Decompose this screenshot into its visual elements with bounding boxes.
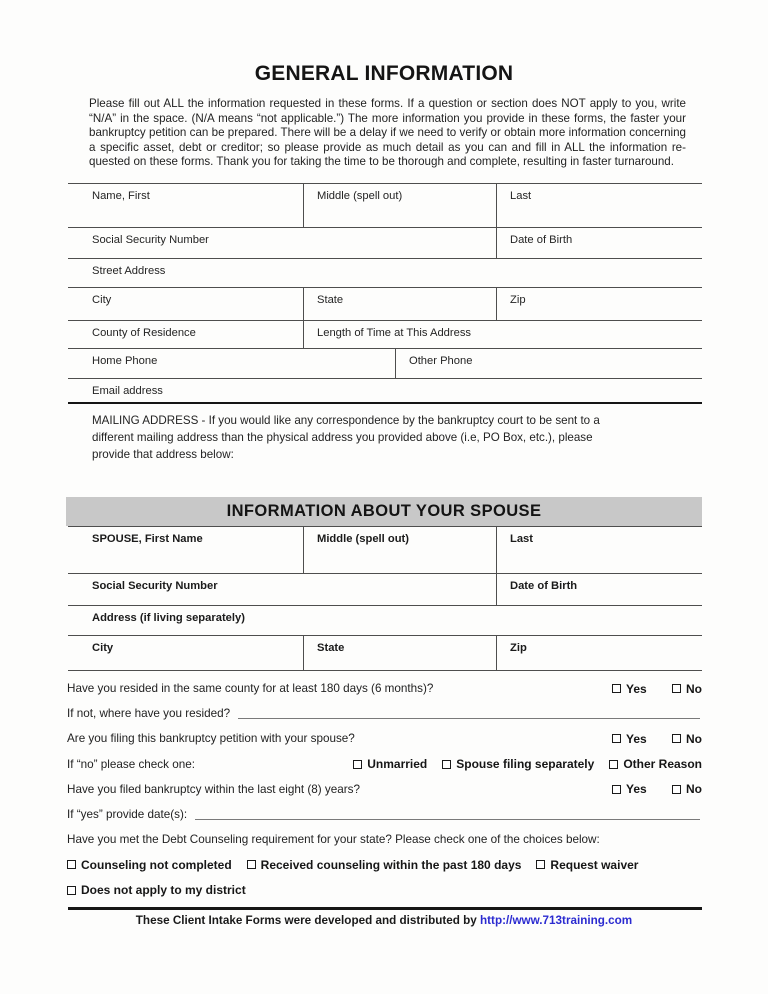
- option-label: Unmarried: [367, 757, 428, 772]
- footer-credit: These Client Intake Forms were developed and distributed by: [135, 914, 477, 927]
- field-last[interactable]: [496, 184, 702, 227]
- option-unmarried[interactable]: [353, 757, 427, 771]
- intro-line: quested on these forms. Thank you for taking the time to be thorough and complete, resulting in faster turnaround.: [89, 155, 674, 169]
- checkbox-yes-icon[interactable]: [612, 734, 621, 743]
- field-label: County of Residence: [92, 327, 196, 339]
- question-text: If “no” please check one:: [67, 757, 195, 771]
- field-label: Date of Birth: [510, 234, 573, 246]
- page-title: GENERAL INFORMATION: [254, 62, 514, 85]
- field-middle[interactable]: [303, 184, 496, 227]
- option-spouse-filing-separately[interactable]: [442, 757, 594, 771]
- questions-section: [67, 676, 702, 903]
- field-spouse-address[interactable]: [68, 606, 702, 635]
- intro-line: bankruptcy petition can be prepared. There will be a delay if we need to verify or obtain more information concerning: [89, 126, 686, 140]
- option-label: Spouse filing separately: [456, 757, 595, 772]
- option-label: Counseling not completed: [81, 857, 232, 872]
- checkbox-unmarried-icon[interactable]: [353, 760, 362, 769]
- table-row: [68, 321, 702, 349]
- field-spouse-last[interactable]: [496, 527, 702, 573]
- footer-text: [0, 914, 768, 927]
- question-provide-dates: [67, 802, 702, 827]
- field-label: Other Phone: [409, 355, 473, 367]
- footer-link[interactable]: http://www.713training.com: [480, 914, 633, 927]
- checkbox-district-icon[interactable]: [67, 886, 76, 895]
- no-option[interactable]: [672, 782, 702, 796]
- intro-line: “N/A” in the space. (N/A means “not applicable.”) The more information you provide in these forms, the faster your: [89, 111, 686, 125]
- table-row: [68, 259, 702, 288]
- mailing-note-line: MAILING ADDRESS - If you would like any correspondence by the bankruptcy court to be sent to a: [92, 414, 600, 427]
- field-length-of-time[interactable]: [303, 321, 702, 348]
- field-label: Zip: [510, 642, 527, 654]
- question-text: Have you filed bankruptcy within the last eight (8) years?: [67, 782, 360, 796]
- option-label: Request waiver: [550, 857, 639, 872]
- no-option[interactable]: [672, 732, 702, 746]
- checkbox-waiver-icon[interactable]: [536, 860, 545, 869]
- table-row: [68, 527, 702, 574]
- option-received-counseling[interactable]: [247, 858, 522, 872]
- field-label: State: [317, 642, 345, 654]
- table-row: [68, 349, 702, 379]
- question-filing-with-spouse: [67, 726, 702, 751]
- field-spouse-state[interactable]: [303, 636, 496, 670]
- checkbox-other-reason-icon[interactable]: [609, 760, 618, 769]
- check-one-options: [353, 757, 702, 771]
- field-ssn[interactable]: [68, 228, 496, 258]
- checkbox-not-completed-icon[interactable]: [67, 860, 76, 869]
- option-label: Does not apply to my district: [81, 883, 246, 898]
- intro-paragraph: [89, 97, 686, 170]
- question-check-one: [67, 752, 702, 777]
- field-label: Last: [510, 190, 532, 202]
- yes-label: Yes: [626, 731, 647, 746]
- mailing-note-line: different mailing address than the physical address you provided above (i.e, PO Box, etc.), please: [92, 431, 593, 445]
- option-request-waiver[interactable]: [536, 858, 638, 872]
- spouse-section-header: INFORMATION ABOUT YOUR SPOUSE: [66, 497, 702, 526]
- field-label: Length of Time at This Address: [317, 327, 472, 339]
- footer-divider: [68, 907, 702, 910]
- field-label: Social Security Number: [92, 580, 218, 592]
- field-label: SPOUSE, First Name: [92, 533, 203, 545]
- option-label: Other Reason: [623, 757, 702, 772]
- table-row: [68, 606, 702, 636]
- field-label: Middle (spell out): [317, 190, 403, 202]
- answer-line[interactable]: [195, 819, 700, 820]
- table-row: [68, 184, 702, 228]
- intro-line: Please fill out ALL the information requested in these forms. If a question or section does NOT apply to you, write: [89, 97, 686, 110]
- no-option[interactable]: [672, 682, 702, 696]
- field-label: Last: [510, 533, 534, 545]
- field-spouse-zip[interactable]: [496, 636, 702, 670]
- district-option-row: [67, 878, 702, 903]
- yes-no-group: [612, 732, 702, 746]
- checkbox-no-icon[interactable]: [672, 734, 681, 743]
- debtor-info-table: [68, 183, 702, 404]
- field-spouse-city[interactable]: [68, 636, 303, 670]
- question-text: Have you resided in the same county for at least 180 days (6 months)?: [67, 682, 434, 696]
- checkbox-no-icon[interactable]: [672, 684, 681, 693]
- option-does-not-apply[interactable]: [67, 883, 246, 897]
- yes-option[interactable]: [612, 682, 647, 696]
- option-counseling-not-completed[interactable]: [67, 858, 232, 872]
- field-email[interactable]: [68, 379, 702, 402]
- checkbox-yes-icon[interactable]: [612, 684, 621, 693]
- question-text: If not, where have you resided?: [67, 707, 231, 721]
- field-label: Street Address: [92, 265, 166, 277]
- field-label: Zip: [510, 294, 526, 306]
- table-row: [68, 636, 702, 671]
- intro-line: a specific asset, debt or creditor; so please provide as much detail as you can and fill in ALL the information re-: [89, 140, 686, 154]
- field-spouse-first[interactable]: [68, 527, 303, 573]
- field-label: Address (if living separately): [92, 612, 245, 624]
- field-label: Middle (spell out): [317, 533, 409, 545]
- yes-label: Yes: [626, 782, 647, 797]
- no-label: No: [686, 681, 702, 696]
- yes-label: Yes: [626, 681, 647, 696]
- option-other-reason[interactable]: [609, 757, 702, 771]
- field-street-address[interactable]: [68, 259, 702, 287]
- field-label: Home Phone: [92, 355, 158, 367]
- option-label: Received counseling within the past 180 days: [260, 857, 522, 872]
- yes-option[interactable]: [612, 732, 647, 746]
- question-debt-counseling: [67, 827, 702, 852]
- counseling-options: [67, 858, 638, 872]
- field-spouse-middle[interactable]: [303, 527, 496, 573]
- field-label: Social Security Number: [92, 234, 209, 246]
- question-text: Have you met the Debt Counseling requirement for your state? Please check one of the choices below:: [67, 833, 600, 847]
- no-label: No: [686, 731, 702, 746]
- question-text: Are you filing this bankruptcy petition with your spouse?: [67, 732, 355, 746]
- checkbox-yes-icon[interactable]: [612, 785, 621, 794]
- mailing-note-line: provide that address below:: [92, 448, 234, 462]
- table-row: [68, 379, 702, 404]
- question-filed-before: [67, 777, 702, 802]
- checkbox-received-icon[interactable]: [247, 860, 256, 869]
- field-label: Name, First: [92, 190, 150, 202]
- field-city[interactable]: [68, 288, 303, 320]
- no-label: No: [686, 782, 702, 797]
- field-label: City: [92, 642, 114, 654]
- field-other-phone[interactable]: [395, 349, 702, 378]
- field-label: Date of Birth: [510, 580, 578, 592]
- field-state[interactable]: [303, 288, 496, 320]
- yes-no-group: [612, 682, 702, 696]
- field-label: City: [92, 294, 112, 306]
- field-spouse-dob[interactable]: [496, 574, 702, 605]
- yes-option[interactable]: [612, 782, 647, 796]
- field-label: State: [317, 294, 344, 306]
- checkbox-no-icon[interactable]: [672, 785, 681, 794]
- table-row: [68, 574, 702, 606]
- question-where-resided: [67, 701, 702, 726]
- field-name-first[interactable]: [68, 184, 303, 227]
- table-row: [68, 288, 702, 321]
- field-county[interactable]: [68, 321, 303, 348]
- question-county-residency: [67, 676, 702, 701]
- answer-line[interactable]: [238, 718, 700, 719]
- field-label: Email address: [92, 385, 163, 397]
- question-text: If “yes” provide date(s):: [67, 808, 188, 822]
- field-zip[interactable]: [496, 288, 702, 320]
- yes-no-group: [612, 782, 702, 796]
- field-spouse-ssn[interactable]: [68, 574, 496, 605]
- field-home-phone[interactable]: [68, 349, 395, 378]
- spouse-info-table: [68, 526, 702, 671]
- mailing-address-note: [92, 412, 657, 464]
- counseling-options-row: [67, 852, 702, 877]
- field-dob[interactable]: [496, 228, 702, 258]
- checkbox-spouse-separate-icon[interactable]: [442, 760, 451, 769]
- table-row: [68, 228, 702, 259]
